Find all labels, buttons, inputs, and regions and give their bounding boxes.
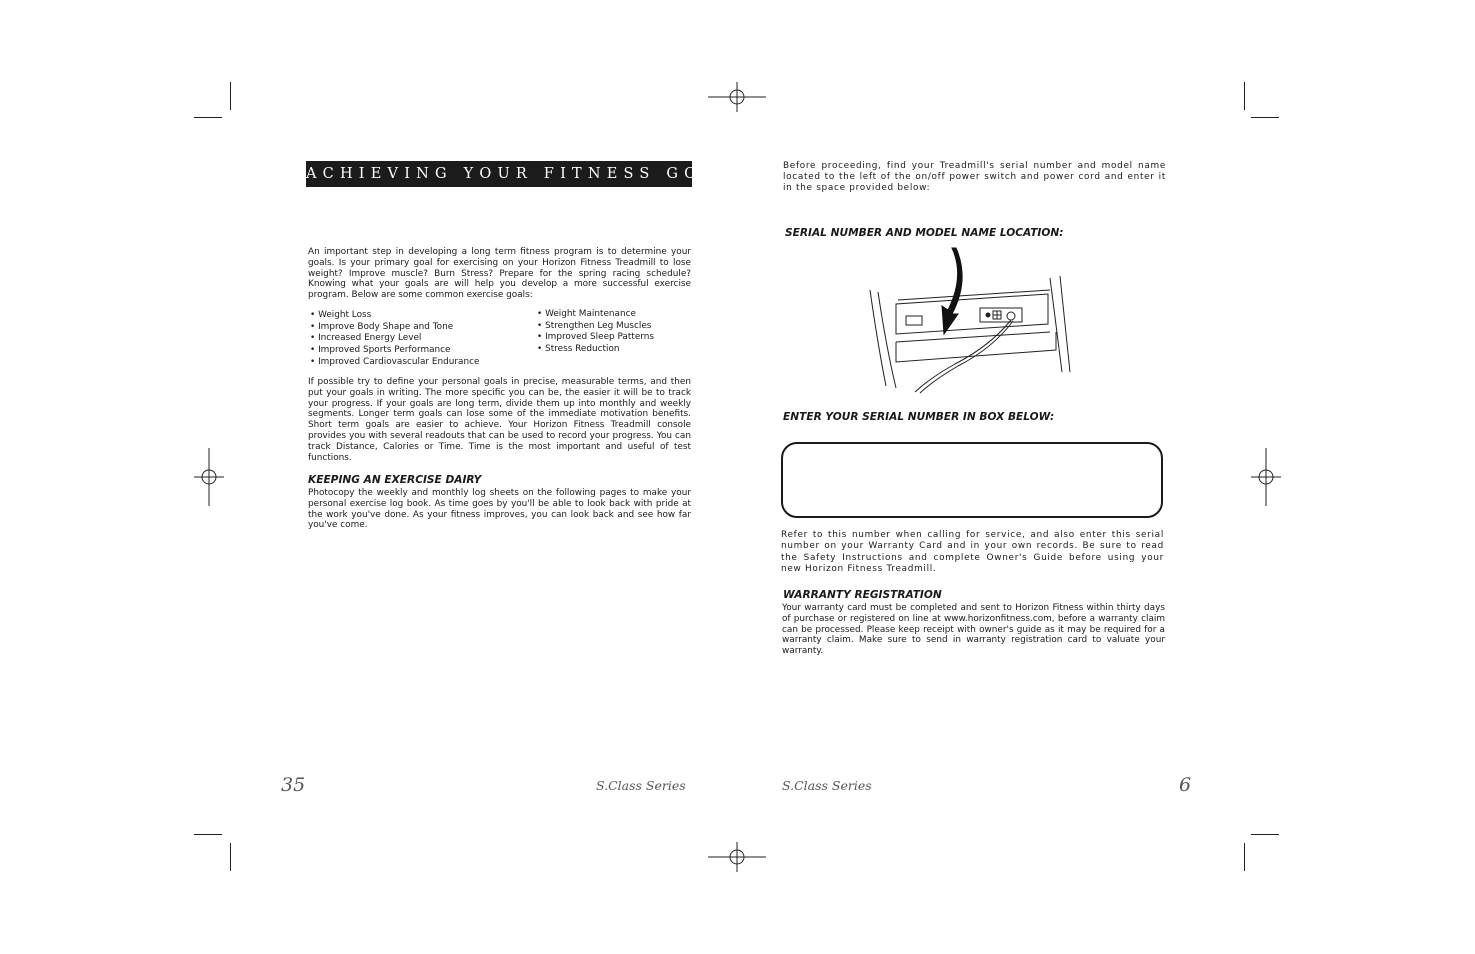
refer-paragraph: Refer to this number when calling for service, and also enter this serial number on your Warranty Card and in your own records. Be sure to read the Safety Instructions and complete Owner's Guide before using your new Horizon Fitness Treadmill. — [781, 530, 1164, 575]
list-item: • Increased Energy Level — [310, 333, 530, 345]
list-item: • Strengthen Leg Muscles — [537, 321, 692, 333]
crop-mark — [194, 117, 222, 118]
warranty-heading: WARRANTY REGISTRATION — [783, 589, 942, 601]
registration-mark — [708, 82, 766, 112]
crop-mark — [1244, 82, 1245, 110]
page-number-right: 6 — [1179, 774, 1192, 796]
warranty-paragraph: Your warranty card must be completed and sent to Horizon Fitness within thirty days of purchase or registered on line at www.horizonfitness.com, before a warranty claim can be processed. Please keep receipt with owner's guide as it may be required for a warranty claim. Make sure to send in warranty registration card to valuate your warranty. — [782, 603, 1165, 657]
crop-mark — [1251, 117, 1279, 118]
list-item: • Improved Sports Performance — [310, 345, 530, 357]
exercise-dairy-heading: KEEPING AN EXERCISE DAIRY — [308, 474, 482, 486]
crop-mark — [230, 82, 231, 110]
page-number-left: 35 — [281, 774, 306, 796]
goals-list-right — [537, 309, 692, 356]
registration-mark — [708, 842, 766, 872]
exercise-dairy-paragraph: Photocopy the weekly and monthly log sheets on the following pages to make your personal exercise log book. As time goes by you'll be able to look back with pride at the work you've done. As your fitness improves, you can look back and see how far you've come. — [308, 488, 691, 531]
list-item: • Improved Sleep Patterns — [537, 332, 692, 344]
crop-mark — [194, 834, 222, 835]
serial-location-heading: SERIAL NUMBER AND MODEL NAME LOCATION: — [785, 227, 1064, 239]
list-item: • Stress Reduction — [537, 344, 692, 356]
series-footer-left: S.Class Series — [596, 778, 686, 793]
list-item: • Improve Body Shape and Tone — [310, 322, 530, 334]
goals-list-left — [310, 310, 530, 369]
serial-location-illustration — [860, 246, 1075, 394]
registration-mark — [194, 448, 224, 506]
serial-intro-paragraph: Before proceeding, find your Treadmill's serial number and model name located to the left of the on/off power switch and power cord and enter it in the space provided below: — [783, 161, 1166, 193]
series-footer-right: S.Class Series — [782, 778, 872, 793]
crop-mark — [1251, 834, 1279, 835]
crop-mark — [230, 843, 231, 871]
intro-paragraph: An important step in developing a long term fitness program is to determine your goals. Is your primary goal for exercising on your Horizon Fitness Treadmill to lose weight? Improve muscle? Burn Stress? Prepare for the spring racing schedule? Knowing what your goals are will help you develop a more successful exercise program. Below are some common exercise goals: — [308, 247, 691, 301]
serial-number-box[interactable] — [781, 442, 1163, 518]
registration-mark — [1251, 448, 1281, 506]
enter-serial-heading: ENTER YOUR SERIAL NUMBER IN BOX BELOW: — [783, 411, 1055, 423]
list-item: • Weight Loss — [310, 310, 530, 322]
section-header: ACHIEVING YOUR FITNESS GOALS — [306, 161, 692, 187]
define-goals-paragraph: If possible try to define your personal goals in precise, measurable terms, and then put your goals in writing. The more specific you can be, the easier it will be to track your progress. If your goals are long term, divide them up into monthly and weekly segments. Longer term goals can lose some of the immediate motivation benefits. Short term goals are easier to achieve. Your Horizon Fitness Treadmill console provides you with several readouts that can be used to record your progress. You can track Distance, Calories or Time. Time is the most important and useful of test functions. — [308, 377, 691, 463]
list-item: • Improved Cardiovascular Endurance — [310, 357, 530, 369]
list-item: • Weight Maintenance — [537, 309, 692, 321]
crop-mark — [1244, 843, 1245, 871]
